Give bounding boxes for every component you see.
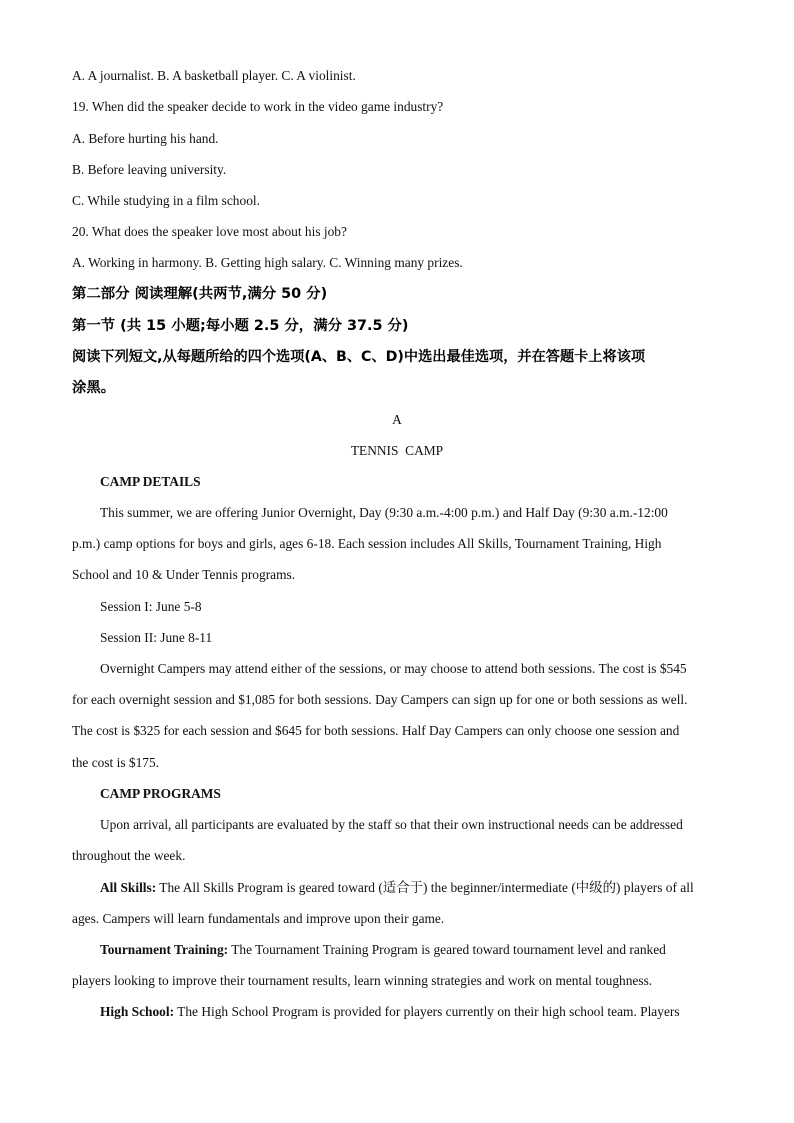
tournament-text: The Tournament Training Program is geared toward tournament level and ranked: [228, 942, 666, 957]
part2-heading: 第二部分 阅读理解(共两节,满分 50 分): [72, 286, 328, 302]
cost-paragraph-line-3: The cost is $325 for each session and $645 for both sessions. Half Day Campers can only choose one session and: [72, 723, 680, 738]
instruction-line-2: 涂黑。: [72, 380, 116, 396]
high-school-text: The High School Program is provided for players currently on their high school team. Players: [174, 1004, 680, 1019]
cost-paragraph-line-1: Overnight Campers may attend either of the sessions, or may choose to attend both sessions. The cost is $545: [100, 661, 687, 676]
q19-option-c: C. While studying in a film school.: [72, 193, 260, 208]
q20-options: A. Working in harmony. B. Getting high salary. C. Winning many prizes.: [72, 255, 463, 270]
passage-letter: A: [392, 412, 402, 427]
details-paragraph-line-3: School and 10 & Under Tennis programs.: [72, 567, 296, 582]
tournament-line-2: players looking to improve their tournament results, learn winning strategies and work on mental toughness.: [72, 973, 653, 988]
programs-paragraph-line-2: throughout the week.: [72, 848, 186, 863]
programs-paragraph-line-1: Upon arrival, all participants are evaluated by the staff so that their own instructional needs can be addressed: [100, 817, 683, 832]
all-skills-label: All Skills:: [100, 880, 157, 895]
q19-question: 19. When did the speaker decide to work in the video game industry?: [72, 99, 444, 114]
section1-heading: 第一节 (共 15 小题;每小题 2.5 分，满分 37.5 分): [72, 318, 409, 334]
high-school-label: High School:: [100, 1004, 175, 1019]
cost-paragraph-line-4: the cost is $175.: [72, 755, 160, 770]
high-school-line-1: [100, 1003, 722, 1021]
all-skills-line-2: ages. Campers will learn fundamentals and improve upon their game.: [72, 911, 445, 926]
session-1: Session I: June 5-8: [100, 599, 202, 614]
q19-option-b: B. Before leaving university.: [72, 162, 227, 177]
tournament-label: Tournament Training:: [100, 942, 229, 957]
q20-question: 20. What does the speaker love most about his job?: [72, 224, 347, 239]
all-skills-line-1: [100, 879, 722, 897]
q18-options: A. A journalist. B. A basketball player. C. A violinist.: [72, 68, 356, 83]
instruction-line-1: 阅读下列短文,从每题所给的四个选项(A、B、C、D)中选出最佳选项，并在答题卡上将该项: [72, 349, 646, 365]
details-paragraph-line-2: p.m.) camp options for boys and girls, ages 6-18. Each session includes All Skills, Tournament Training, High: [72, 536, 662, 551]
all-skills-text: The All Skills Program is geared toward (适合于) the beginner/intermediate (中级的) players of all: [156, 880, 694, 895]
session-2: Session II: June 8-11: [100, 630, 213, 645]
camp-details-heading: CAMP DETAILS: [100, 474, 201, 489]
q19-option-a: A. Before hurting his hand.: [72, 131, 219, 146]
details-paragraph-line-1: This summer, we are offering Junior Overnight, Day (9:30 a.m.-4:00 p.m.) and Half Day (9:30 a.m.-12:00: [100, 505, 668, 520]
tournament-line-1: [100, 941, 722, 959]
cost-paragraph-line-2: for each overnight session and $1,085 for both sessions. Day Campers can sign up for one or both sessions as well.: [72, 692, 688, 707]
camp-programs-heading: CAMP PROGRAMS: [100, 786, 221, 801]
passage-title: TENNIS CAMP: [350, 443, 444, 458]
